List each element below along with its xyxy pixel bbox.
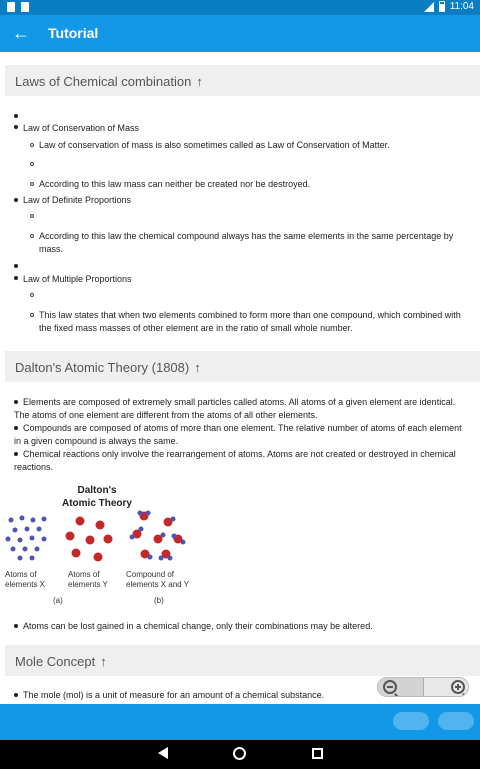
bullet-dot [14, 264, 18, 268]
bottom-pill-button[interactable] [438, 712, 474, 730]
figure-label-line: Atoms of [5, 570, 37, 579]
app-bar [0, 15, 480, 52]
list-item: Atoms can be lost gained in a chemical change, only their combinations may be altered. [23, 621, 373, 631]
status-time: 11:04 [449, 1, 474, 12]
battery-icon [439, 1, 445, 12]
figure-label-line: elements X [5, 580, 46, 589]
tutorial-content[interactable] [0, 52, 480, 704]
list-item: Law of conservation of mass is also sometimes called as Law of Conservation of Matter. [39, 140, 390, 150]
sub-bullet [30, 293, 34, 297]
nav-back-icon[interactable] [158, 747, 168, 759]
arrow-up-icon[interactable]: ↑ [100, 654, 107, 669]
bottom-pill-button[interactable] [393, 712, 429, 730]
list-item: Elements are composed of extremely small particles called atoms. All atoms of a given element are identical. [23, 397, 456, 407]
list-item: reactions. [14, 462, 54, 472]
figure-label-compound [126, 570, 189, 590]
notification-icons [7, 2, 29, 12]
figure-label-line: Compound of [126, 570, 175, 579]
bullet-dot [14, 624, 18, 628]
bullet-dot [14, 693, 18, 697]
zoom-controls [377, 677, 469, 697]
figure-label-line: Atoms of [68, 570, 100, 579]
section-header-laws[interactable] [5, 65, 480, 96]
bullet-dot [14, 125, 18, 129]
bullet-dot [14, 400, 18, 404]
list-item: Compounds are composed of atoms of more than one element. The relative number of atoms of each element [23, 423, 462, 433]
bullet-dot [14, 426, 18, 430]
bullet-dot [14, 114, 18, 118]
bullet-dot [14, 198, 18, 202]
nav-home-icon[interactable] [233, 747, 246, 760]
list-item: According to this law the chemical compound always has the same elements in the same percentage by [39, 231, 454, 241]
list-item: mass. [39, 244, 64, 254]
zoom-in-icon[interactable] [451, 680, 465, 694]
list-item: Law of Multiple Proportions [23, 274, 132, 284]
list-item: Law of Conservation of Mass [23, 123, 140, 133]
figure-title-line: Atomic Theory [61, 498, 132, 509]
figure-label-line: elements Y [68, 580, 108, 589]
status-bar [0, 0, 480, 15]
figure-label-line: elements X and Y [126, 580, 190, 589]
sub-bullet [30, 182, 34, 186]
arrow-left-icon[interactable]: ← [12, 23, 30, 43]
figure-sub-b: (b) [154, 596, 164, 605]
android-icon [21, 2, 29, 12]
figure-label-y [68, 570, 108, 590]
sub-bullet [30, 143, 34, 147]
sub-bullet [30, 234, 34, 238]
zoom-out-button[interactable] [378, 678, 424, 697]
list-item: the fixed mass masses of other element are in the ratio of small whole number. [39, 323, 353, 333]
atoms-illustration [0, 482, 200, 612]
dalton-figure [0, 482, 200, 612]
list-item: The mole (mol) is a unit of measure for an amount of a chemical substance. [23, 690, 325, 700]
list-item: in a given compound is always the same. [14, 436, 179, 446]
signal-icon [424, 2, 434, 12]
notification-icon [7, 2, 15, 12]
page-title: Tutorial [48, 25, 99, 41]
zoom-out-icon [383, 680, 397, 694]
sub-bullet [30, 162, 34, 166]
section-title: Dalton's Atomic Theory (1808) [15, 360, 190, 375]
section-header-mole[interactable] [5, 645, 480, 676]
bullet-dot [14, 276, 18, 280]
arrow-up-icon[interactable]: ↑ [196, 74, 203, 89]
section-title: Mole Concept [15, 654, 96, 669]
arrow-up-icon[interactable]: ↑ [194, 360, 201, 375]
figure-title-line: Dalton's [77, 485, 117, 496]
figure-label-x [5, 570, 45, 590]
list-item: Chemical reactions only involve the rearrangement of atoms. Atoms are not created or destroyed in chemical [23, 449, 456, 459]
status-right [424, 1, 474, 12]
sub-bullet [30, 313, 34, 317]
figure-sub-a: (a) [53, 596, 63, 605]
list-item: According to this law mass can neither be created nor be destroyed. [39, 179, 311, 189]
list-item: Law of Definite Proportions [23, 195, 132, 205]
list-item: This law states that when two elements combined to form more than one compound, which combined with [39, 310, 461, 320]
section-title: Laws of Chemical combination [15, 74, 192, 89]
bullet-dot [14, 452, 18, 456]
section-header-dalton[interactable] [5, 351, 480, 382]
list-item: The atoms of one element are different from the atoms of all other elements. [14, 410, 318, 420]
sub-bullet [30, 214, 34, 218]
nav-recent-icon[interactable] [312, 748, 323, 759]
